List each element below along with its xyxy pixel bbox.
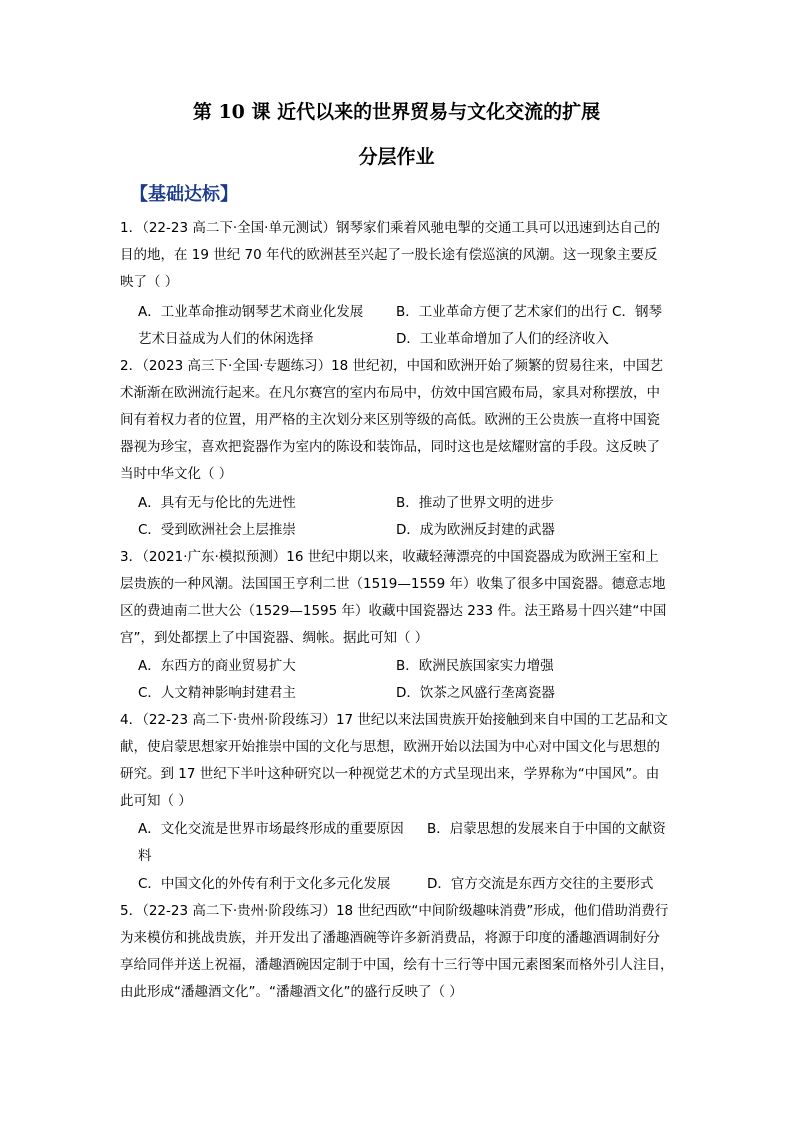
page-subtitle: 分层作业 <box>358 146 435 168</box>
question-3-line-3: 区的费迪南二世大公（1529—1595 年）收藏中国瓷器达 233 件。法王路易十四兴建“中国 <box>120 603 667 619</box>
question-5-line-1: 5．（22-23 高二下·贵州·阶段练习）18 世纪西欧“中间阶级趣味消费”形成，他们借助消费行 <box>120 903 669 919</box>
question-1-option-b: B．工业革命方便了艺术家们的出行 C．钢琴 <box>396 304 662 320</box>
question-4-line-3: 研究。到 17 世纪下半叶这种研究以一种视觉艺术的方式呈现出来，学界称为“中国风”。由 <box>120 766 660 782</box>
question-4-option-b: B．启蒙思想的发展来自于中国的文献资 <box>427 821 666 837</box>
question-3-line-4: 宫”，到处都摆上了中国瓷器、绸帐。据此可知（ ） <box>120 630 429 646</box>
question-3-option-b: B．欧洲民族国家实力增强 <box>396 658 554 674</box>
question-4-option-b-cont: 料 <box>138 848 152 864</box>
question-1-option-a: A．工业革命推动钢琴艺术商业化发展 <box>138 304 364 320</box>
question-4-line-1: 4．（22-23 高二下·贵州·阶段练习）17 世纪以来法国贵族开始接触到来自中国的工艺品和文 <box>120 712 668 728</box>
question-1-line-1: 1．（22-23 高二下·全国·单元测试）钢琴家们乘着风驰电掣的交通工具可以迅速到达自己的 <box>120 220 660 236</box>
question-4-line-4: 此可知（ ） <box>120 793 192 809</box>
question-2-line-5: 当时中华文化（ ） <box>120 466 233 482</box>
question-3-line-1: 3．（2021·广东·模拟预测）16 世纪中期以来，收藏轻薄漂亮的中国瓷器成为欧洲王室和上 <box>120 549 659 565</box>
question-2-option-c: C．受到欧洲社会上层推崇 <box>138 522 296 538</box>
question-4-option-c: C．中国文化的外传有利于文化多元化发展 <box>138 876 391 892</box>
question-3-option-c: C．人文精神影响封建君主 <box>138 685 296 701</box>
question-3-line-2: 层贵族的一种风潮。法国国王亨利二世（1519—1559 年）收集了很多中国瓷器。德意志地 <box>120 576 666 592</box>
page-title: 第 10 课 近代以来的世界贸易与文化交流的扩展 <box>192 101 601 123</box>
question-3-option-a: A．东西方的商业贸易扩大 <box>138 658 296 674</box>
question-1-option-d: D．工业革命增加了人们的经济收入 <box>396 331 609 347</box>
question-1-line-2: 目的地，在 19 世纪 70 年代的欧洲甚至兴起了一股长途有偿巡演的风潮。这一现象主要反 <box>120 247 658 263</box>
question-1-option-c: 艺术日益成为人们的休闲选择 <box>138 331 314 347</box>
question-4-line-2: 献，使启蒙思想家开始推崇中国的文化与思想，欧洲开始以法国为中心对中国文化与思想的 <box>120 739 660 755</box>
question-5-line-3: 享给同伴并送上祝福，潘趣酒碗因定制于中国，绘有十三行等中国元素图案而格外引人注目， <box>120 957 674 973</box>
question-5-line-4: 由此形成“潘趣酒文化”。“潘趣酒文化”的盛行反映了（ ） <box>120 984 463 1000</box>
question-4-option-d: D．官方交流是东西方交往的主要形式 <box>427 876 654 892</box>
question-2-line-4: 器视为珍宝，喜欢把瓷器作为室内的陈设和装饰品，同时这也是炫耀财富的手段。这反映了 <box>120 439 660 455</box>
question-4-option-a: A．文化交流是世界市场最终形成的重要原因 <box>138 821 404 837</box>
question-2-line-3: 间有着权力者的位置，用严格的主次划分来区别等级的高低。欧洲的王公贵族一直将中国瓷 <box>120 412 660 428</box>
question-2-option-a: A．具有无与伦比的先进性 <box>138 495 296 511</box>
question-2-option-b: B．推动了世界文明的进步 <box>396 495 554 511</box>
question-2-line-2: 术渐渐在欧洲流行起来。在凡尔赛宫的室内布局中，仿效中国宫殿布局，家具对称摆放，中 <box>120 385 660 401</box>
question-2-line-1: 2．（2023 高三下·全国·专题练习）18 世纪初，中国和欧洲开始了频繁的贸易往来，中国艺 <box>120 358 664 374</box>
section-heading: 【基础达标】 <box>130 184 238 205</box>
question-3-option-d: D．饮茶之风盛行垄离瓷器 <box>396 685 555 701</box>
question-1-line-3: 映了（ ） <box>120 274 179 290</box>
question-2-option-d: D．成为欧洲反封建的武器 <box>396 522 555 538</box>
question-5-line-2: 为来模仿和挑战贵族，并开发出了潘趣酒碗等许多新消费品，将源于印度的潘趣酒调制好分 <box>120 930 660 946</box>
